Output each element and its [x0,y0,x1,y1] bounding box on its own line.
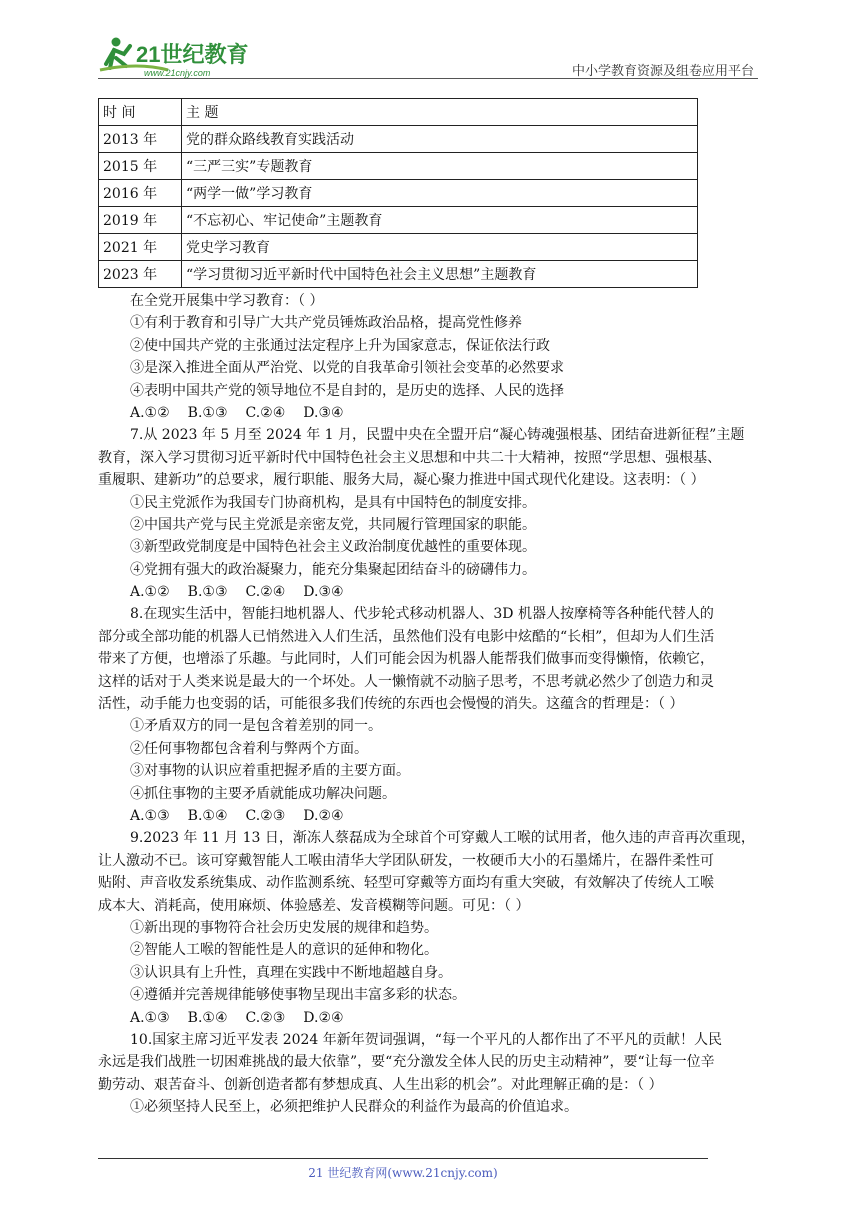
text-line: 部分或全部功能的机器人已悄然进入人们生活，虽然他们没有电影中炫酷的“长相”，但却为人们生活 [98,628,715,645]
text-line: 永远是我们战胜一切困难挑战的最大依靠”，要“充分激发全体人民的历史主动精神”，要“让每一位辛 [98,1054,715,1071]
page-footer[interactable]: 21 世纪教育网(www.21cnjy.com) [308,1166,498,1180]
table-row [99,126,698,153]
table-cell-topic: “三严三实”专题教育 [182,153,698,180]
answer-option: D.②④ [303,807,344,824]
site-logo[interactable] [98,34,268,80]
answer-option: B.①③ [187,404,228,421]
answer-option: C.②④ [245,404,286,421]
answer-option: A.①② [130,584,170,601]
text-line: ①民主党派作为我国专门协商机构，是具有中国特色的制度安排。 [130,494,536,511]
text-line: ③认识具有上升性，真理在实践中不断地超越自身。 [130,964,452,981]
table-cell-year: 2016 年 [99,180,182,207]
logo-text: 21世纪教育 [136,42,249,67]
text-line: ④抓住事物的主要矛盾就能成功解决问题。 [130,785,396,802]
table-cell-year: 2019 年 [99,207,182,234]
text-line: ③是深入推进全面从严治党、以党的自我革命引领社会变革的必然要求 [130,360,564,377]
answer-option: A.①③ [130,1009,170,1026]
table-cell-year: 2023 年 [99,261,182,288]
header-divider [98,78,758,79]
text-line: ②智能人工喉的智能性是人的意识的延伸和物化。 [130,942,438,959]
text-line: ①有利于教育和引导广大共产党员锤炼政治品格，提高党性修养 [130,315,522,332]
table-header-row [99,99,698,126]
text-line: 重履职、建新功”的总要求，履行职能、服务大局，凝心聚力推进中国式现代化建设。这表明：（ ） [98,472,705,489]
table-cell-topic: 党史学习教育 [182,234,698,261]
table-row [99,180,698,207]
answer-option: D.③④ [303,584,344,601]
table-row [99,261,698,288]
answer-option: B.①③ [187,584,228,601]
text-line: 7.从 2023 年 5 月至 2024 年 1 月，民盟中央在全盟开启“凝心铸魂强根基、团结奋进新征程”主题 [130,427,745,444]
text-line: 贴附、声音收发系统集成、动作监测系统、轻型可穿戴等方面均有重大突破，有效解决了传统人工喉 [98,875,714,892]
text-line: 让人激动不已。该可穿戴智能人工喉由清华大学团队研发，一枚硬币大小的石墨烯片，在器件柔性可 [98,852,714,869]
text-line: 成本大、消耗高，使用麻烦、体验感差、发音模糊等问题。可见：（ ） [98,897,530,914]
runner-logo-icon [98,34,268,80]
answer-option: C.②④ [245,584,286,601]
answer-option: B.①④ [187,807,228,824]
text-line: 带来了方便，也增添了乐趣。与此同时，人们可能会因为机器人能帮我们做事而变得懒惰，依赖它， [98,651,714,668]
text-line: ②任何事物都包含着利与弊两个方面。 [130,740,368,757]
answer-options [98,1007,764,1029]
table-cell-topic: “学习贯彻习近平新时代中国特色社会主义思想”主题教育 [182,261,698,288]
text-line: 这样的话对于人类来说是最大的一个坏处。人一懒惰就不动脑子思考，不思考就必然少了创造力和灵 [98,673,714,690]
answer-options [98,805,764,827]
table-cell-topic: “两学一做”学习教育 [182,180,698,207]
text-line: 勤劳动、艰苦奋斗、创新创造者都有梦想成真、人生出彩的机会”。对此理解正确的是：（ ） [98,1076,663,1093]
text-line: 在全党开展集中学习教育：（ ） [130,293,324,309]
answer-option: D.②④ [303,1009,344,1026]
text-line: ①矛盾双方的同一是包含着差别的同一。 [130,718,382,735]
text-line: 活性，动手能力也变弱的话，可能很多我们传统的东西也会慢慢的消失。这蕴含的哲理是：（ ） [98,696,684,713]
table-row [99,234,698,261]
question-content [98,290,764,1118]
answer-options [98,402,764,424]
table-cell-topic: 党的群众路线教育实践活动 [182,126,698,153]
table-cell-topic: “不忘初心、牢记使命”主题教育 [182,207,698,234]
answer-option: B.①④ [187,1009,228,1026]
footer-divider [98,1158,708,1159]
table-header-time: 时 间 [99,99,182,126]
text-line: 9.2023 年 11 月 13 日，渐冻人蔡磊成为全球首个可穿戴人工喉的试用者，他久违的声音再次重现， [130,830,755,847]
text-line: 8.在现实生活中，智能扫地机器人、代步轮式移动机器人、3D 机器人按摩椅等各种能代替人的 [130,606,714,623]
text-line: ④表明中国共产党的领导地位不是自封的，是历史的选择、人民的选择 [130,382,564,399]
text-line: ③对事物的认识应着重把握矛盾的主要方面。 [130,763,410,780]
text-line: ④党拥有强大的政治凝聚力，能充分集聚起团结奋斗的磅礴伟力。 [130,561,536,578]
text-line: ②中国共产党与民主党派是亲密友党，共同履行管理国家的职能。 [130,516,536,533]
answer-options [98,581,764,603]
text-line: ①必须坚持人民至上，必须把维护人民群众的利益作为最高的价值追求。 [130,1099,578,1116]
answer-option: A.①② [130,404,170,421]
logo-url: www.21cnjy.com [144,68,211,78]
answer-option: A.①③ [130,807,170,824]
table-row [99,207,698,234]
text-line: 10.国家主席习近平发表 2024 年新年贺词强调，“每一个平凡的人都作出了不平凡的贡献！人民 [130,1031,722,1048]
education-topics-table [98,98,698,288]
table-header-topic: 主 题 [182,99,698,126]
text-line: ②使中国共产党的主张通过法定程序上升为国家意志，保证依法行政 [130,337,550,354]
text-line: ③新型政党制度是中国特色社会主义政治制度优越性的重要体现。 [130,539,536,556]
answer-option: D.③④ [303,404,344,421]
table-cell-year: 2013 年 [99,126,182,153]
table-cell-year: 2015 年 [99,153,182,180]
text-line: ④遵循并完善规律能够使事物呈现出丰富多彩的状态。 [130,987,466,1004]
text-line: ①新出现的事物符合社会历史发展的规律和趋势。 [130,919,438,936]
table-row [99,153,698,180]
table-cell-year: 2021 年 [99,234,182,261]
answer-option: C.②③ [245,807,286,824]
text-line: 教育，深入学习贯彻习近平新时代中国特色社会主义思想和中共二十大精神，按照“学思想、强根基、 [98,449,722,466]
platform-name: 中小学教育资源及组卷应用平台 [571,64,754,79]
answer-option: C.②③ [245,1009,286,1026]
page-header [98,34,758,82]
